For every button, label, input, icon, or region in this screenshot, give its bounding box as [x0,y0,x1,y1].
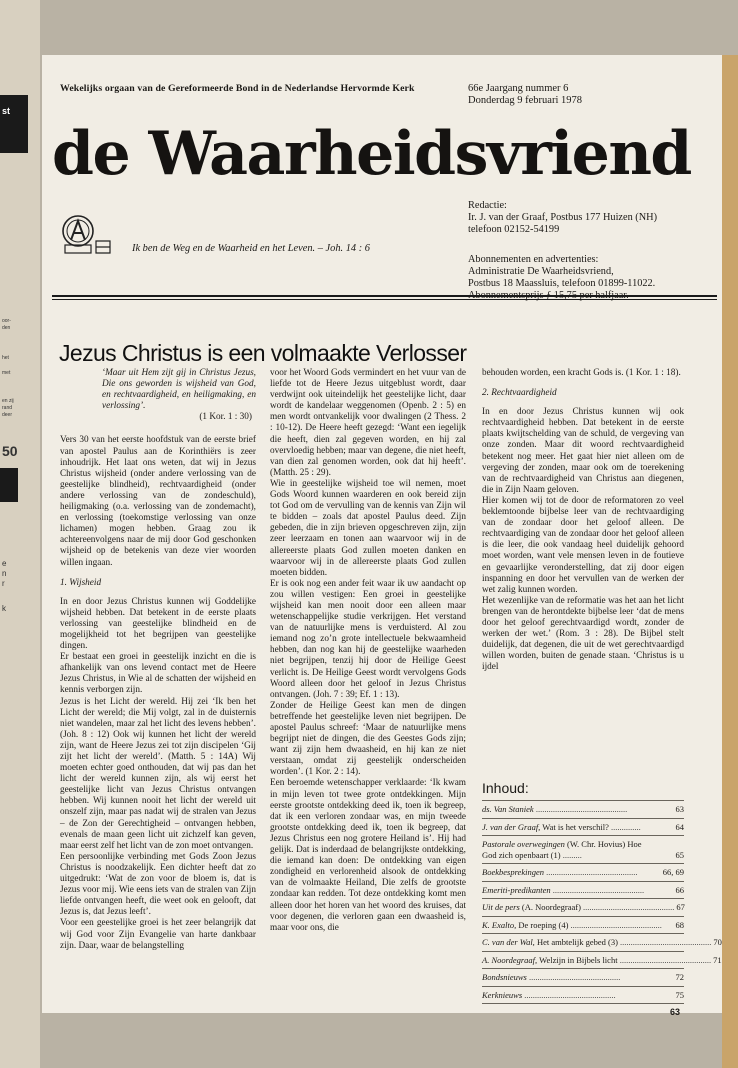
paragraph: voor het Woord Gods vermindert en het vuur van de liefde tot de Heere Jezus uitgeblust wordt, daar verdwijnt ook uiteindelijk het geestelijke licht, daar wordt de kandelaar weggenomen (Openb. 2 : 5) en men wordt ontvankelijk voor dwalingen (2 Thess. 2 : 10-12). De Heere heeft gezegd: ‘Want een iegelijk die heeft, dien zal gegeven worden, en hij zal overvloedig hebben; maar van degene, die niet heeft, van dien zal genomen worden, ook dat hij heeft’. (Matth. 25 : 29). [270,368,466,478]
contents-author: A. Noordegraaf, [482,954,538,965]
contents-author: Boekbesprekingen [482,867,544,877]
contents-author: Uit de pers [482,902,520,912]
redactie-line: telefoon 02152-54199 [468,224,560,235]
paragraph: In en door Jezus Christus kunnen wij ook rechtvaardigheid hebben. Dat betekent in de eerste plaats kwijtschelding van de schuld, de vergeving van onze zonden. Maar dit woord rechtvaardigheid betekent nog meer. Het gaat hier niet alleen om de vergeving der zonden, maar ook om de toerekening van de rechtvaardigheid van Christus aan diegenen, die in Zijn Naam geloven. [482,407,684,495]
org-line: Wekelijks orgaan van de Gereformeerde Bond in de Nederlandse Hervormde Kerk [60,83,415,94]
paragraph: Een beroemde wetenschapper verklaarde: ‘Ik kwam in mijn leven tot twee grote ontdekkingen. Mijn eerste grootste ontdekking deed ik, toen ik begreep, dat ik een verloren zondaar was, en mijn tweede grootste ontdekking deed ik, toen ik begreep, dat Jezus Christus een nog grotere Heiland is’. Hij had gelijk. Dat is inderdaad de belangrijkste ontdekking, die iemand kan doen: De ontdekking van eigen zondigheid en verlorenheid alsook de ontdekking van de volmaakte Heiland, Die zelfs de grootste zondaar kan redden. Tot deze ontdekking komt men alleen door het horen van het woord des kruises, dat voor degenen, die verloren gaan een dwaasheid is, maar voor ons, die [270,778,466,933]
contents-item[interactable]: Boekbesprekingen ........................................... 66, 69 [482,863,684,881]
paragraph: Voor een geestelijke groei is het zeer belangrijk dat wij God voor Zijn Evangelie van harte dankbaar zijn. Daar, waar de belangstelling [60,918,256,951]
contents-item[interactable]: Uit de pers (A. Noordegraaf) ........................................... 67 [482,898,684,916]
paragraph: Vers 30 van het eerste hoofdstuk van de eerste brief van apostel Paulus aan de Korinthiërs is zeer inhoudrijk. Het laat ons weten, dat wij in Jezus Christus wijsheid (onder andere verlossing van de geestelijke blindheid), rechtvaardigheid (onder andere verlossing van de zondeschuld), heiligmaking (o.a. verlossing van de zondemacht), en verlossing (toekomstige verlossing van onze lichamen) mogen hebben. Graag zou ik achtereenvolgens naar de mij door God geschonken wijsheid op de betekenis van deze vier woorden willen ingaan. [60,435,256,568]
contents-item[interactable]: Emeriti-predikanten ........................................... 66 [482,881,684,899]
redactie-block [468,200,657,236]
contents-author: ds. Van Staniek [482,804,534,814]
contents-page: 63 [675,804,684,814]
masthead-title: de Waarheidsvriend [52,119,691,189]
margin-fragment: e [2,559,7,568]
adjacent-page-strip [0,0,40,1068]
contents-page: 67 [676,902,685,912]
article-headline: Jezus Christus is een volmaakte Verlosser [59,340,467,366]
paragraph: Wie in geestelijke wijsheid toe wil nemen, moet Gods Woord kunnen waarderen en ook bereid zijn tot God om de vervulling van de kennis van Zijn wil te bidden – zoals dat apostel Paulus deed. Zijn gebeden, die in zijn brieven opgeschreven zijn, zijn zeer leerzaam en tonen aan waarvoor wij in de allereerste plaats God zullen moeten danken en waarvoor wij in de allereerste plaats God zullen moeten bidden. [270,478,466,578]
contents-title-text: De roeping (4) [518,919,569,930]
contents-page: 71 [713,954,722,965]
adjacent-dark-block [0,468,18,502]
contents-author: Bondsnieuws [482,972,527,982]
contents-page: 65 [675,849,684,860]
margin-fragment: n [2,569,7,578]
abon-line: Administratie De Waarheidsvriend, [468,266,614,277]
a-monogram-logo-icon [60,213,112,255]
abon-line: Abonnementen en advertenties: [468,254,599,265]
contents-item[interactable]: K. Exalto, De roeping (4) ........................................... 68 [482,916,684,934]
paragraph: Er is ook nog een ander feit waar ik uw aandacht op zou willen vestigen: Een groei in geestelijke wijsheid kan men nooit door een alleen maar wetenschappelijke studie verkrijgen. Het verstand van de natuurlijke mens is verduisterd. Al zou iemand nog zo’n grote intellectuele bekwaamheid hebben, dan nog kan hij de geestelijke waarheden niet begrijpen, tenzij hij door de Heilige Geest verlicht is. De Heilige Geest wordt vervolgens Gods Woord alleen door het geloof in Jezus Christus ontvangen. (Joh. 7 : 39; Ef. 1 : 13). [270,578,466,700]
contents-item[interactable]: C. van der Wal, Het ambtelijk gebed (3) ........................................... 70 [482,933,684,951]
margin-fragment: rand [2,405,13,411]
contents-item[interactable]: Kerknieuws ........................................... 75 [482,986,684,1005]
paragraph: Zonder de Heilige Geest kan men de dingen betreffende het geestelijke leven niet begrijpen. De apostel Paulus schreef: ‘Maar de natuurlijke mens begrijpt niet de dingen, die des Geestes Gods zijn; want zij zijn hem dwaasheid, en hij kan ze niet verstaan, omdat zij geestelijk onderscheiden worden’. (1 Kor. 2 : 14). [270,700,466,778]
contents-item[interactable]: ds. Van Staniek ........................................... 63 [482,800,684,818]
article-column-1 [60,368,256,952]
margin-fragment: st [2,106,11,116]
contents-title-text: (A. Noordegraaf) [521,902,581,912]
issue-info [468,83,582,107]
margin-fragment: oor- [2,318,11,324]
margin-fragment: 50 [2,443,18,459]
section-heading: 1. Wijsheid [60,577,102,588]
margin-fragment: den [2,325,11,331]
article-column-3 [482,368,684,673]
contents-page: 66 [675,884,684,895]
contents-title-text: Wat is het verschil? [542,821,609,832]
contents-page: 70 [713,937,722,947]
contents-page: 72 [675,972,684,982]
paragraph: Een persoonlijke verbinding met Gods Zoon Jezus Christus is noodzakelijk. Een dichter heeft dat zo uitgedrukt: ‘Wat de zon voor de bloem is, dat is Jezus voor mij. Wie eens iets van de stralen van Zijn liefde ontvangen heeft, die weet ook en gelooft, dat Jezus is, dat Jezus leeft’. [60,851,256,918]
article-epigraph: ‘Maar uit Hem zijt gij in Christus Jezus, Die ons geworden is wijsheid van God, en rechtvaardigheid, en heiligmaking, en verlossing’. [102,368,256,412]
contents-item[interactable]: J. van der Graaf, Wat is het verschil? .............. 64 [482,818,684,836]
motto: Ik ben de Weg en de Waarheid en het Leven. – Joh. 14 : 6 [132,243,370,254]
header-rule [52,295,717,297]
contents-page: 64 [675,821,684,832]
paragraph: In en door Jezus Christus kunnen wij Goddelijke wijsheid hebben. Dat betekent in de eerste plaats verlossing van geestelijke blindheid en de mogelijkheid tot het begrijpen van geestelijke dingen. [60,596,256,652]
margin-fragment: het [2,355,9,361]
article-column-2 [270,368,466,934]
newspaper-page [42,55,722,1017]
contents-page: 68 [675,919,684,930]
margin-fragment: deer [2,412,13,418]
contents-author: Emeriti-predikanten [482,884,551,895]
contents-title: Inhoud: [482,780,529,796]
contents-page: 75 [675,989,684,1000]
issue-date: Donderdag 9 februari 1978 [468,95,583,106]
margin-fragment: en zij [2,398,14,404]
paragraph: Er bestaat een groei in geestelijk inzicht en die is afhankelijk van ons levend contact met de Heere Jezus Christus, in Wie al de schatten der wijsheid en kennis verborgen zijn. [60,652,256,696]
contents-item[interactable]: A. Noordegraaf, Welzijn in Bijbels licht ........................................... 71 [482,951,684,969]
redactie-line: Redactie: [468,200,507,211]
abon-line: Postbus 18 Maassluis, telefoon 01899-11022. [468,278,656,289]
margin-fragment: k [2,604,6,613]
margin-fragment: r [2,579,5,588]
paragraph: Jezus is het Licht der wereld. Hij zei ‘Ik ben het Licht der wereld; die Mij volgt, zal in de duisternis niet wandelen, maar zal het licht des levens hebben’. (Joh. 8 : 12) Ook wij kunnen het licht der wereld zijn, want de Heere Jezus zei tot zijn discipelen ‘Gij zijt het licht der wereld’. (Matth. 5 : 14A) Wij moeten echter goed onthouden, dat wij pas dan het licht der wereld kunnen zijn, als wij eerst het geestelijke licht van Jezus Christus ontvangen hebben. Wij kunnen nooit het licht der wereld uit onszelf zijn, maar pas nadat wij de stralen van Jezus – de Zon der Gerechtigheid – ontvangen hebben, evenals de maan geen licht uit zichzelf kan geven, maar eerst zelf het licht van de zon moet ontvangen. [60,696,256,851]
contents-page: 66, 69 [662,867,684,877]
header-rule-thin [52,299,717,300]
contents-title-text: (W. Chr. Hovius) Hoe God zich openbaart (1) [482,839,642,860]
contents-author: C. van der Wal, [482,937,535,947]
issue-volume: 66e Jaargang nummer 6 [468,83,569,94]
paragraph: Hier komen wij tot de door de reformatoren zo veel beklemtoonde bijbelse leer van de rechtvaardiging van de zondaar door het geloof alleen. De rechtvaardiging van de zondaar door het geloof alleen is die leer, die ook vandaag heel duidelijk gehoord moet worden, want vele mensen leven in de foutieve en gevaarlijke veronderstelling, dat zij door eigen inspanning en door het vervullen van de werken der wet zalig kunnen worden. [482,495,684,595]
adjacent-dark-block [0,95,28,153]
contents-author: K. Exalto, [482,919,517,930]
margin-fragment: met [2,370,11,376]
contents-author: J. van der Graaf, [482,821,541,832]
contents-title-text: Welzijn in Bijbels licht [539,954,618,965]
page-edge [722,55,738,1068]
section-heading: 2. Rechtvaardigheid [482,388,557,399]
contents-item[interactable]: Bondsnieuws ........................................... 72 [482,968,684,986]
contents-title-text: Het ambtelijk gebed (3) [536,937,618,947]
page-number: 63 [670,1007,681,1017]
contents-list [482,800,722,1004]
contents-author: Pastorale overwegingen [482,839,565,849]
paragraph: behouden worden, een kracht Gods is. (1 Kor. 1 : 18). [482,368,681,378]
paragraph: Het wezenlijke van de reformatie was het aan het licht brengen van de herontdekte bijbelse leer ‘dat de mens door het geloof gerechtvaardigd wordt, zonder de werken der wet.’ (Rom. 3 : 28). De Bijbel stelt duidelijk, dat degenen, die uit de wet gerechtvaardigd willen worden, buiten de genade staan. ‘Christus is u ijdel [482,595,684,673]
epigraph-reference: (1 Kor. 1 : 30) [199,412,252,423]
contents-author: Kerknieuws [482,989,523,1000]
contents-item[interactable]: Pastorale overwegingen (W. Chr. Hovius) Hoe God zich openbaart (1) ......... 65 [482,835,684,863]
redactie-line: Ir. J. van der Graaf, Postbus 177 Huizen (NH) [468,212,658,223]
